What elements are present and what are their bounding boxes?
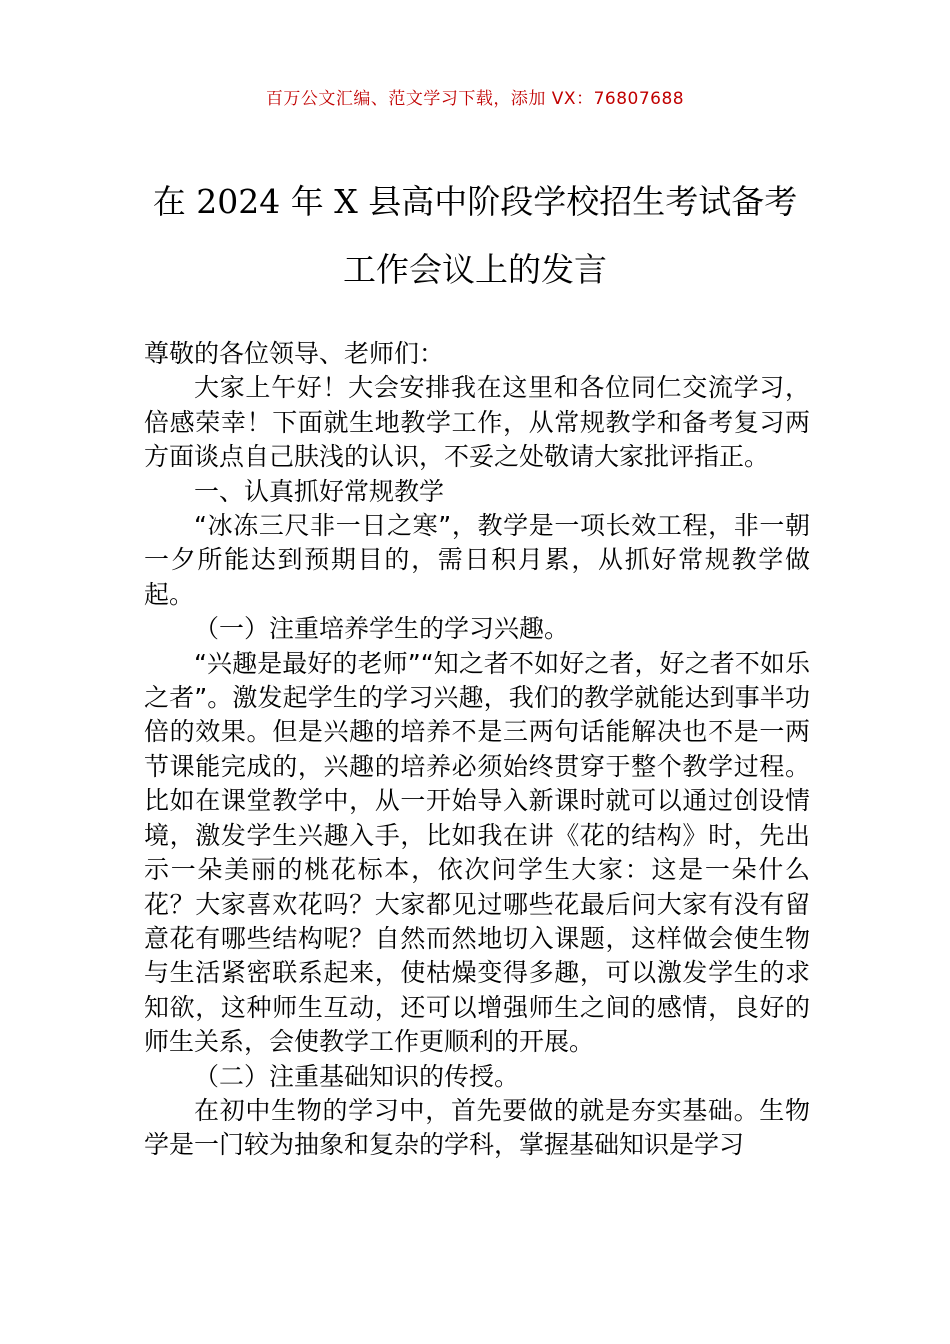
subsection-heading: （二）注重基础知识的传授。 [194,1061,520,1091]
promo-banner: 百万公文汇编、范文学习下载，添加 VX：76807688 [265,89,685,109]
section-heading: 一、认真抓好常规教学 [194,476,445,506]
document-title-line-1: 在 2024 年 X 县高中阶段学校招生考试备考 [152,182,798,221]
paragraph: 在初中生物的学习中，首先要做的就是夯实基础。生物学是一门较为抽象和复杂的学科，掌握基础知识是学习 [144,1095,810,1160]
subsection-heading: （一）注重培养学生的学习兴趣。 [194,614,570,644]
salutation: 尊敬的各位领导、老师们： [144,339,445,368]
document-title-line-2: 工作会议上的发言 [343,250,607,289]
document-body [144,337,810,1163]
paragraph: 大家上午好！大会安排我在这里和各位同仁交流学习，倍感荣幸！下面就生地教学工作，从常规教学和备考复习两方面谈点自己肤浅的认识，不妥之处敬请大家批评指正。 [144,373,810,472]
paragraph: “兴趣是最好的老师”“知之者不如好之者，好之者不如乐之者”。激发起学生的学习兴趣，我们的教学就能达到事半功倍的效果。但是兴趣的培养不是三两句话能解决也不是一两节课能完成的，兴趣的培养必须始终贯穿于整个教学过程。比如在课堂教学中，从一开始导入新课时就可以通过创设情境，激发学生兴趣入手，比如我在讲《花的结构》时，先出示一朵美丽的桃花标本，依次问学生大家：这是一朵什么花？大家喜欢花吗？大家都见过哪些花最后问大家有没有留意花有哪些结构呢？自然而然地切入课题，这样做会使生物与生活紧密联系起来，使枯燥变得多趣，可以激发学生的求知欲，这种师生互动，还可以增强师生之间的感情，良好的师生关系，会使教学工作更顺利的开展。 [144,648,810,1057]
paragraph: “冰冻三尺非一日之寒”，教学是一项长效工程，非一朝一夕所能达到预期目的，需日积月累，从抓好常规教学做起。 [144,511,810,609]
